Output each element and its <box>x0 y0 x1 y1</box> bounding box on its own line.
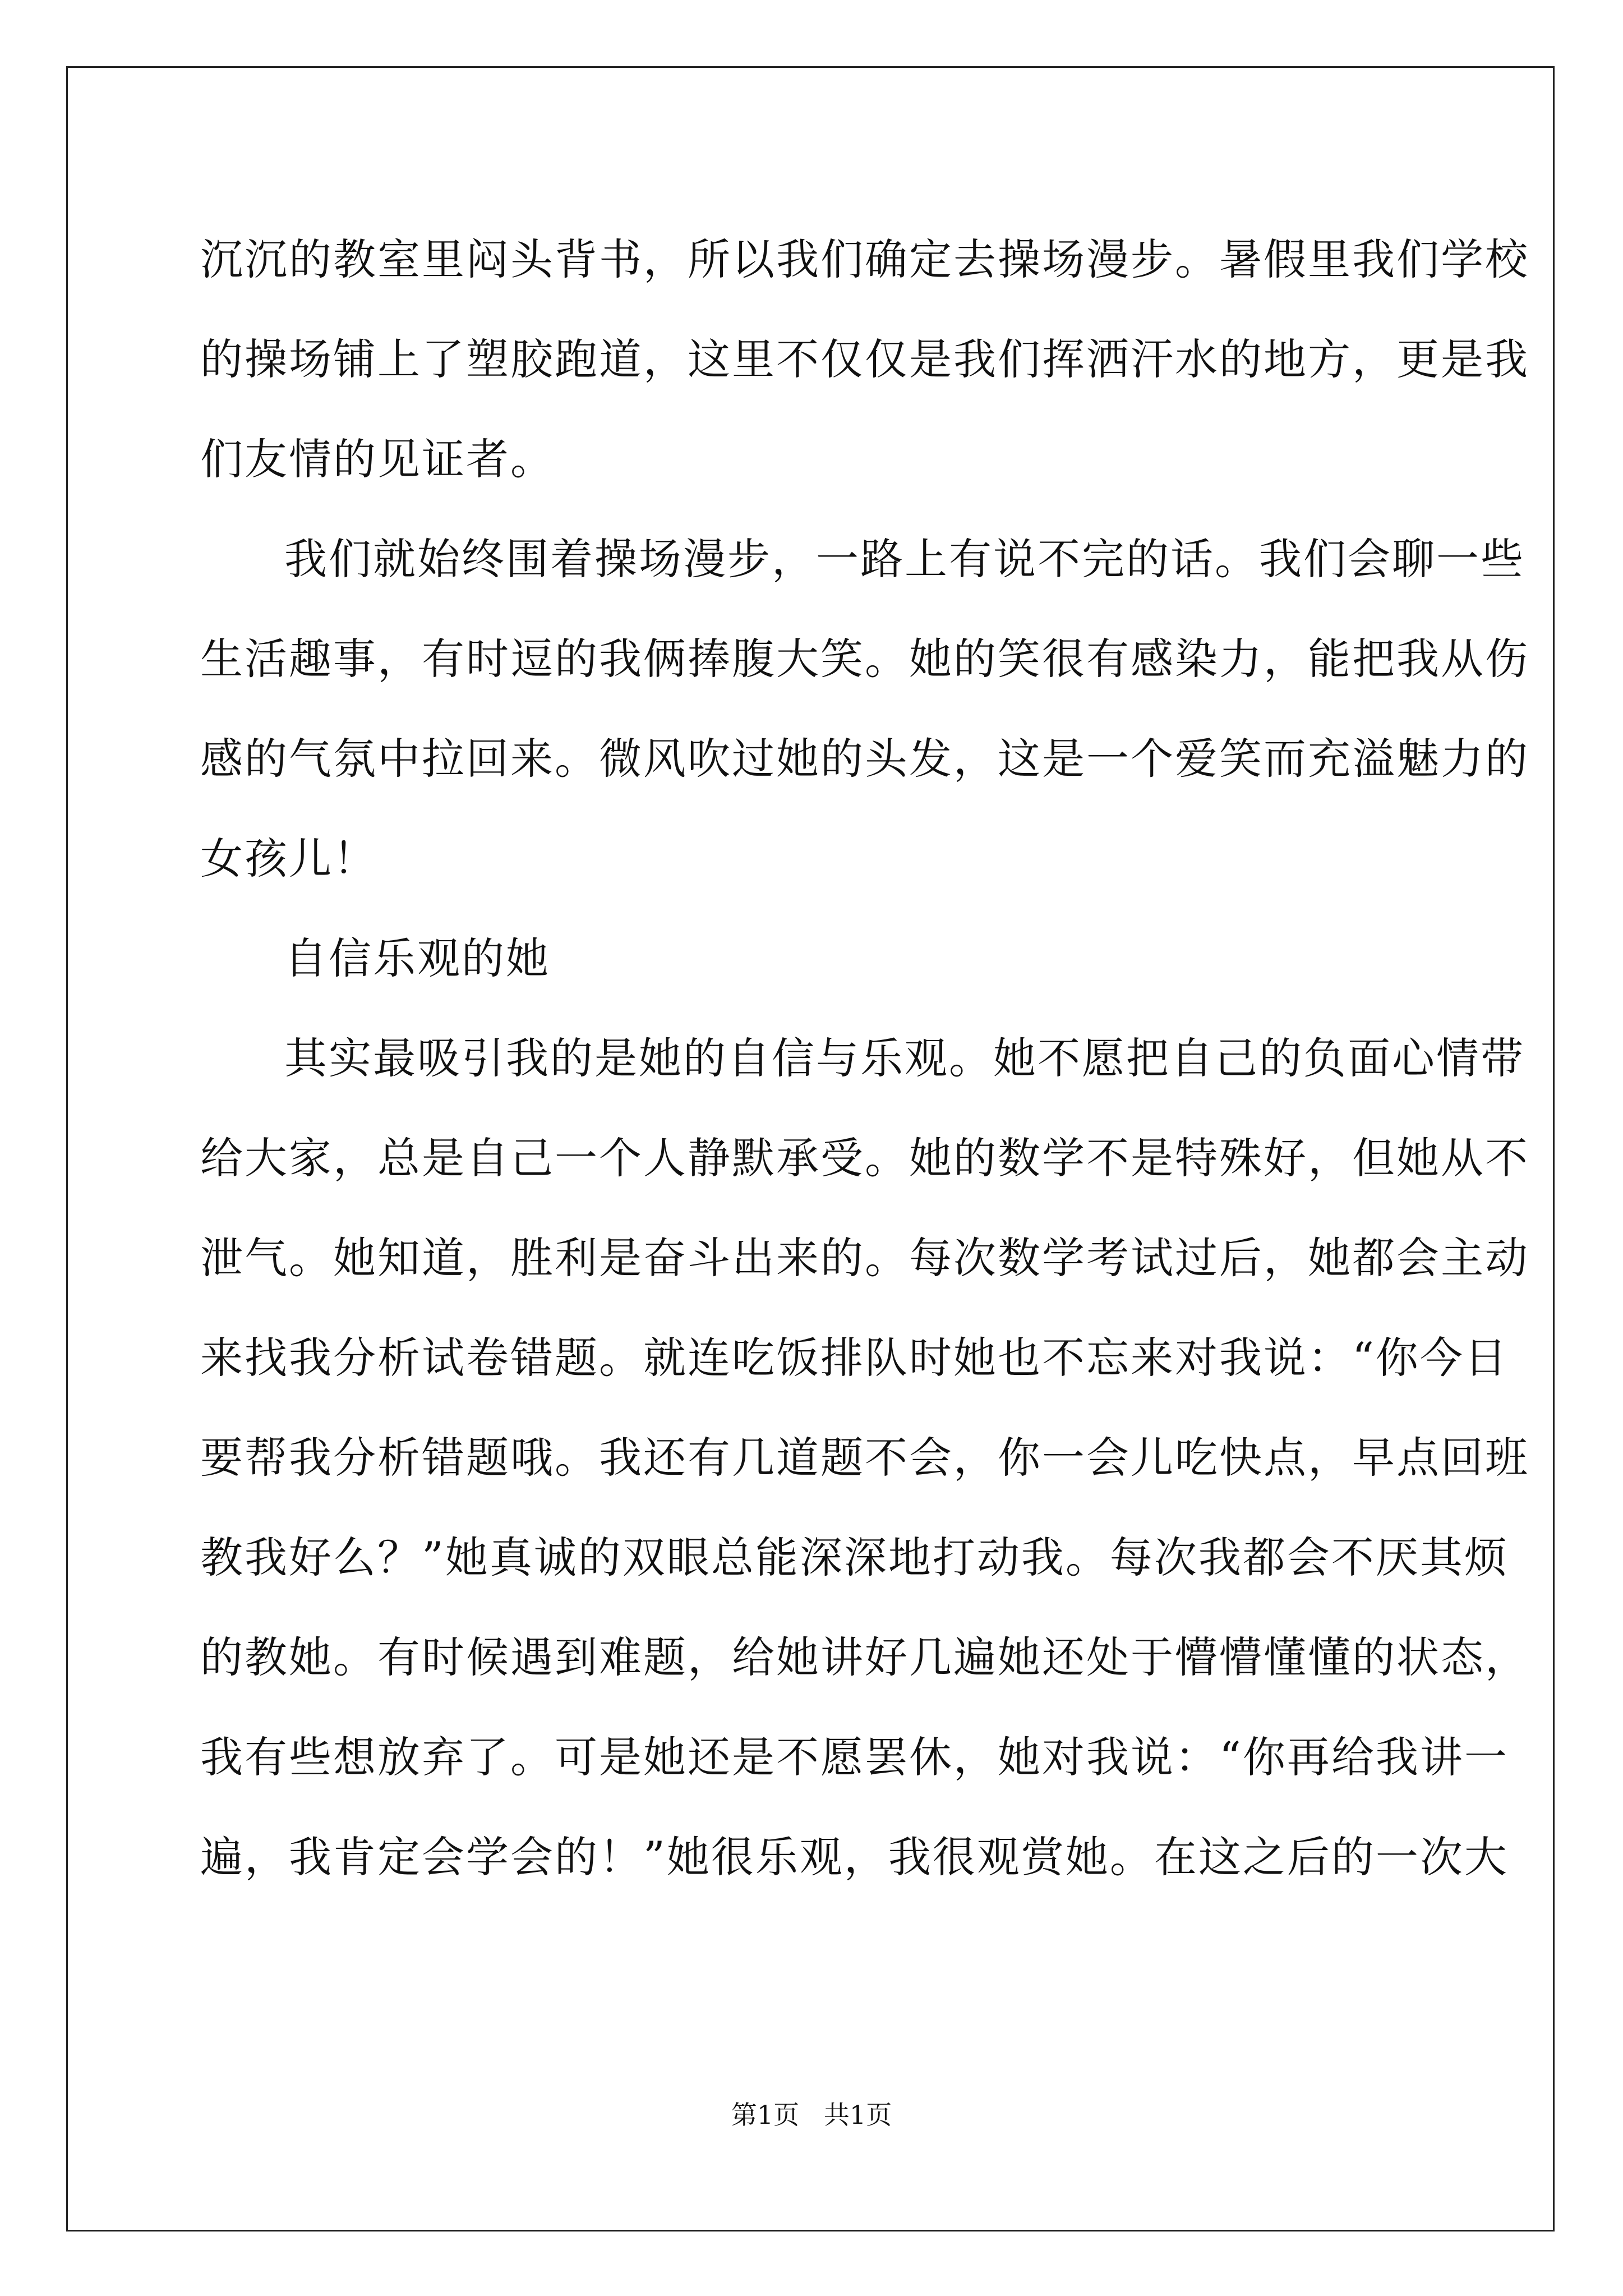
text-line: 们友情的见证者。 <box>200 434 555 484</box>
text-line: 的教她。有时候遇到难题，给她讲好几遍她还处于懵懵懂懂的状态， <box>200 1632 1529 1682</box>
text-line: 感的气氛中拉回来。微风吹过她的头发，这是一个爱笑而充溢魅力的 <box>200 734 1529 784</box>
section-heading: 自信乐观的她 <box>284 933 550 983</box>
text-line: 女孩儿！ <box>200 834 377 884</box>
document-body <box>200 210 1529 1907</box>
text-line: 要帮我分析错题哦。我还有几道题不会，你一会儿吃快点，早点回班 <box>200 1433 1529 1483</box>
text-line: 遍，我肯定会学会的！”她很乐观，我很观赏她。在这之后的一次大 <box>200 1832 1509 1882</box>
text-line: 教我好么？”她真诚的双眼总能深深地打动我。每次我都会不厌其烦 <box>200 1533 1509 1582</box>
text-line: 生活趣事，有时逗的我俩捧腹大笑。她的笑很有感染力，能把我从伤 <box>200 634 1529 684</box>
text-line: 我们就始终围着操场漫步，一路上有说不完的话。我们会聊一些 <box>284 534 1525 584</box>
text-line: 沉沉的教室里闷头背书，所以我们确定去操场漫步。暑假里我们学校 <box>200 234 1529 284</box>
text-line: 我有些想放弃了。可是她还是不愿罢休，她对我说：“你再给我讲一 <box>200 1732 1509 1782</box>
text-line: 来找我分析试卷错题。就连吃饭排队时她也不忘来对我说：“你今日 <box>200 1333 1509 1383</box>
page-footer: 第1页 共1页 <box>731 2100 892 2130</box>
text-line: 的操场铺上了塑胶跑道，这里不仅仅是我们挥洒汗水的地方，更是我 <box>200 334 1529 384</box>
text-line: 给大家，总是自己一个人静默承受。她的数学不是特殊好，但她从不 <box>200 1133 1529 1183</box>
text-line: 其实最吸引我的是她的自信与乐观。她不愿把自己的负面心情带 <box>284 1033 1525 1083</box>
text-line: 泄气。她知道，胜利是奋斗出来的。每次数学考试过后，她都会主动 <box>200 1233 1529 1283</box>
